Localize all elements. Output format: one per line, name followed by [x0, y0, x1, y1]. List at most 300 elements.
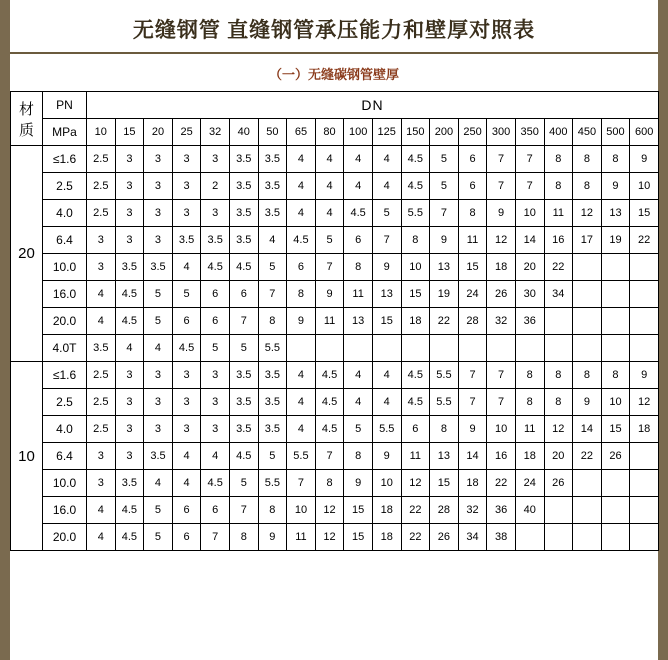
thickness-cell: 3.5: [258, 200, 287, 227]
table-row: [11, 497, 659, 524]
table-row: [11, 308, 659, 335]
thickness-cell: 4.5: [172, 335, 201, 362]
thickness-cell: [573, 335, 602, 362]
thickness-cell: 14: [573, 416, 602, 443]
thickness-cell: 3.5: [172, 227, 201, 254]
thickness-cell: 40: [515, 497, 544, 524]
thickness-cell: 13: [372, 281, 401, 308]
thickness-cell: 22: [487, 470, 516, 497]
thickness-cell: 4.5: [344, 200, 373, 227]
thickness-cell: 9: [573, 389, 602, 416]
header-dn-column: 100: [344, 119, 373, 146]
document-inner: [10, 0, 658, 660]
thickness-cell: 7: [487, 146, 516, 173]
thickness-cell: 5: [229, 335, 258, 362]
thickness-cell: [487, 335, 516, 362]
thickness-cell: 9: [487, 200, 516, 227]
thickness-cell: 9: [601, 173, 630, 200]
thickness-cell: 11: [458, 227, 487, 254]
table-row: [11, 281, 659, 308]
thickness-cell: 3: [87, 254, 116, 281]
thickness-cell: 3: [172, 146, 201, 173]
thickness-cell: 3: [144, 227, 173, 254]
table-row: [11, 173, 659, 200]
header-dn-column: 450: [573, 119, 602, 146]
thickness-cell: 8: [258, 308, 287, 335]
thickness-cell: 15: [430, 470, 459, 497]
thickness-cell: 4: [372, 389, 401, 416]
thickness-cell: 12: [573, 200, 602, 227]
thickness-cell: 19: [601, 227, 630, 254]
thickness-cell: 7: [458, 389, 487, 416]
thickness-cell: [544, 497, 573, 524]
thickness-cell: 26: [430, 524, 459, 551]
table-row: [11, 470, 659, 497]
thickness-cell: 10: [401, 254, 430, 281]
table-row: [11, 362, 659, 389]
thickness-cell: 2: [201, 173, 230, 200]
thickness-cell: 4: [287, 389, 316, 416]
header-material-cell: [11, 92, 43, 146]
thickness-cell: 4: [87, 281, 116, 308]
pn-cell: 16.0: [43, 281, 87, 308]
header-dn-column: 32: [201, 119, 230, 146]
thickness-cell: 4.5: [401, 146, 430, 173]
header-dn-column: 15: [115, 119, 144, 146]
thickness-cell: 18: [372, 497, 401, 524]
thickness-cell: 8: [544, 389, 573, 416]
thickness-cell: 4: [87, 524, 116, 551]
thickness-cell: 7: [315, 254, 344, 281]
thickness-cell: 3: [115, 443, 144, 470]
thickness-cell: 4.5: [401, 389, 430, 416]
header-dn-column: 25: [172, 119, 201, 146]
thickness-cell: 3: [115, 227, 144, 254]
thickness-cell: 6: [201, 308, 230, 335]
thickness-cell: 4: [344, 362, 373, 389]
thickness-cell: 5: [258, 254, 287, 281]
thickness-cell: 4.5: [201, 470, 230, 497]
thickness-cell: 38: [487, 524, 516, 551]
thickness-cell: 4: [172, 443, 201, 470]
thickness-cell: 3: [144, 416, 173, 443]
thickness-cell: 18: [515, 443, 544, 470]
thickness-cell: 34: [544, 281, 573, 308]
thickness-cell: 9: [372, 254, 401, 281]
thickness-cell: 14: [458, 443, 487, 470]
thickness-cell: 3: [144, 146, 173, 173]
thickness-cell: 2.5: [87, 389, 116, 416]
thickness-cell: [630, 443, 659, 470]
thickness-cell: 4: [287, 200, 316, 227]
thickness-cell: [630, 335, 659, 362]
thickness-cell: 4.5: [115, 281, 144, 308]
thickness-cell: 5.5: [372, 416, 401, 443]
header-dn-column: 10: [87, 119, 116, 146]
thickness-cell: [601, 497, 630, 524]
thickness-cell: 24: [515, 470, 544, 497]
thickness-cell: 7: [315, 443, 344, 470]
thickness-cell: 11: [401, 443, 430, 470]
pn-cell: 10.0: [43, 470, 87, 497]
thickness-cell: 3.5: [144, 443, 173, 470]
thickness-cell: 6: [201, 281, 230, 308]
thickness-cell: 22: [544, 254, 573, 281]
thickness-cell: 6: [458, 146, 487, 173]
thickness-cell: 13: [601, 200, 630, 227]
thickness-cell: 3: [201, 200, 230, 227]
thickness-cell: 5.5: [430, 362, 459, 389]
pn-cell: 2.5: [43, 389, 87, 416]
thickness-cell: 4.5: [315, 389, 344, 416]
thickness-cell: 6: [401, 416, 430, 443]
thickness-cell: 4.5: [315, 416, 344, 443]
title-divider: [10, 52, 658, 54]
thickness-cell: 16: [544, 227, 573, 254]
thickness-cell: 9: [430, 227, 459, 254]
thickness-cell: [573, 308, 602, 335]
thickness-cell: 9: [630, 146, 659, 173]
pn-cell: 4.0T: [43, 335, 87, 362]
thickness-cell: 11: [544, 200, 573, 227]
thickness-cell: 11: [315, 308, 344, 335]
table-header: [11, 92, 659, 146]
thickness-cell: 4: [144, 470, 173, 497]
thickness-cell: 8: [344, 443, 373, 470]
thickness-cell: 26: [601, 443, 630, 470]
thickness-cell: 3.5: [115, 470, 144, 497]
thickness-cell: 4: [315, 173, 344, 200]
thickness-cell: 14: [515, 227, 544, 254]
thickness-cell: 18: [630, 416, 659, 443]
thickness-cell: 6: [172, 524, 201, 551]
table-row: [11, 335, 659, 362]
thickness-cell: 3.5: [258, 416, 287, 443]
thickness-cell: 2.5: [87, 146, 116, 173]
thickness-cell: 7: [515, 146, 544, 173]
table-header-row-2: [11, 119, 659, 146]
table-row: [11, 443, 659, 470]
thickness-cell: [601, 470, 630, 497]
page-subtitle: （一）无缝碳钢管壁厚: [268, 67, 399, 82]
thickness-cell: 4.5: [401, 362, 430, 389]
thickness-cell: 7: [201, 524, 230, 551]
thickness-cell: 15: [458, 254, 487, 281]
table-row: [11, 254, 659, 281]
thickness-cell: 7: [487, 173, 516, 200]
thickness-cell: 3.5: [229, 389, 258, 416]
thickness-cell: 3.5: [229, 362, 258, 389]
thickness-cell: [344, 335, 373, 362]
thickness-cell: 8: [430, 416, 459, 443]
table-row: [11, 416, 659, 443]
table-body: [11, 146, 659, 551]
thickness-cell: 8: [344, 254, 373, 281]
thickness-cell: [430, 335, 459, 362]
thickness-cell: 7: [372, 227, 401, 254]
thickness-cell: 5.5: [258, 470, 287, 497]
thickness-cell: 4: [372, 146, 401, 173]
pn-cell: 2.5: [43, 173, 87, 200]
thickness-cell: 8: [287, 281, 316, 308]
thickness-cell: 4: [172, 470, 201, 497]
thickness-cell: [573, 470, 602, 497]
thickness-cell: 4.5: [229, 254, 258, 281]
thickness-cell: 4.5: [201, 254, 230, 281]
thickness-cell: [601, 335, 630, 362]
thickness-cell: 18: [458, 470, 487, 497]
pn-cell: 6.4: [43, 443, 87, 470]
thickness-cell: 3: [201, 389, 230, 416]
thickness-cell: 10: [287, 497, 316, 524]
thickness-cell: [601, 281, 630, 308]
thickness-cell: 5: [315, 227, 344, 254]
thickness-cell: 4: [315, 200, 344, 227]
thickness-cell: 4: [258, 227, 287, 254]
thickness-cell: 2.5: [87, 200, 116, 227]
thickness-cell: 7: [458, 362, 487, 389]
thickness-cell: 19: [430, 281, 459, 308]
thickness-cell: 3: [201, 416, 230, 443]
thickness-cell: 3: [115, 146, 144, 173]
thickness-cell: 16: [487, 443, 516, 470]
thickness-cell: 22: [430, 308, 459, 335]
thickness-cell: 20: [544, 443, 573, 470]
thickness-cell: 8: [601, 362, 630, 389]
thickness-cell: 10: [515, 200, 544, 227]
pn-cell: 10.0: [43, 254, 87, 281]
thickness-cell: 7: [515, 173, 544, 200]
header-pn-label: PN: [43, 92, 87, 119]
thickness-cell: 8: [401, 227, 430, 254]
thickness-cell: 4.5: [115, 524, 144, 551]
thickness-cell: 3: [87, 443, 116, 470]
thickness-cell: [515, 524, 544, 551]
thickness-cell: 8: [544, 146, 573, 173]
header-dn-column: 40: [229, 119, 258, 146]
thickness-cell: 3.5: [258, 173, 287, 200]
thickness-cell: 3.5: [87, 335, 116, 362]
thickness-cell: [601, 254, 630, 281]
thickness-cell: 3: [144, 389, 173, 416]
thickness-cell: 8: [544, 173, 573, 200]
thickness-cell: 15: [401, 281, 430, 308]
thickness-cell: [630, 254, 659, 281]
thickness-cell: 4: [144, 335, 173, 362]
pn-cell: 4.0: [43, 416, 87, 443]
thickness-cell: [315, 335, 344, 362]
thickness-cell: 3: [115, 173, 144, 200]
thickness-cell: [544, 308, 573, 335]
thickness-cell: 8: [515, 389, 544, 416]
thickness-cell: 9: [287, 308, 316, 335]
header-dn-column: 500: [601, 119, 630, 146]
thickness-cell: [573, 524, 602, 551]
table-header-row-1: [11, 92, 659, 119]
thickness-cell: 4: [315, 146, 344, 173]
header-material-line2: 质: [18, 121, 34, 139]
table-row: [11, 146, 659, 173]
header-pn-unit: MPa: [43, 119, 87, 146]
thickness-cell: 5.5: [287, 443, 316, 470]
thickness-cell: 5: [430, 146, 459, 173]
thickness-cell: 8: [544, 362, 573, 389]
material-cell: 10: [11, 362, 43, 551]
thickness-cell: [544, 524, 573, 551]
pn-cell: ≤1.6: [43, 362, 87, 389]
thickness-cell: 32: [487, 308, 516, 335]
table-row: [11, 200, 659, 227]
pn-cell: 4.0: [43, 200, 87, 227]
thickness-cell: 11: [344, 281, 373, 308]
thickness-cell: 3: [144, 362, 173, 389]
thickness-cell: 3: [172, 173, 201, 200]
thickness-cell: 7: [229, 497, 258, 524]
thickness-cell: 4: [344, 173, 373, 200]
thickness-cell: 7: [229, 308, 258, 335]
header-material-line1: 材: [18, 100, 34, 118]
thickness-cell: 36: [515, 308, 544, 335]
thickness-cell: 8: [573, 173, 602, 200]
thickness-cell: 6: [229, 281, 258, 308]
thickness-cell: 7: [487, 389, 516, 416]
thickness-cell: 3: [201, 146, 230, 173]
thickness-cell: 7: [258, 281, 287, 308]
thickness-cell: 4: [372, 173, 401, 200]
thickness-cell: 5: [229, 470, 258, 497]
thickness-cell: 10: [601, 389, 630, 416]
thickness-cell: 4: [87, 497, 116, 524]
thickness-cell: 5: [144, 497, 173, 524]
thickness-cell: 2.5: [87, 416, 116, 443]
thickness-cell: 8: [573, 146, 602, 173]
thickness-cell: 6: [172, 497, 201, 524]
thickness-cell: 3.5: [229, 200, 258, 227]
thickness-cell: 26: [487, 281, 516, 308]
thickness-cell: 4: [344, 389, 373, 416]
thickness-cell: [630, 281, 659, 308]
material-cell: 20: [11, 146, 43, 362]
header-dn-column: 200: [430, 119, 459, 146]
thickness-cell: [601, 308, 630, 335]
thickness-cell: [601, 524, 630, 551]
thickness-cell: 5: [201, 335, 230, 362]
header-dn-column: 300: [487, 119, 516, 146]
thickness-cell: 4: [287, 416, 316, 443]
thickness-cell: 3: [115, 416, 144, 443]
thickness-cell: 9: [315, 281, 344, 308]
thickness-cell: 3.5: [201, 227, 230, 254]
thickness-cell: 12: [315, 524, 344, 551]
thickness-cell: 5: [258, 443, 287, 470]
thickness-cell: 3: [172, 200, 201, 227]
thickness-cell: 22: [573, 443, 602, 470]
thickness-cell: 13: [344, 308, 373, 335]
thickness-cell: [630, 308, 659, 335]
thickness-cell: 26: [544, 470, 573, 497]
thickness-cell: 4: [87, 308, 116, 335]
table-row: [11, 227, 659, 254]
thickness-cell: 2.5: [87, 173, 116, 200]
thickness-cell: 3: [115, 389, 144, 416]
header-dn-column: 80: [315, 119, 344, 146]
thickness-cell: 4: [372, 362, 401, 389]
thickness-cell: 4: [344, 146, 373, 173]
thickness-cell: 3: [115, 200, 144, 227]
thickness-cell: 5: [430, 173, 459, 200]
thickness-cell: 34: [458, 524, 487, 551]
thickness-cell: [573, 497, 602, 524]
thickness-cell: [401, 335, 430, 362]
thickness-cell: 3: [115, 362, 144, 389]
thickness-cell: 3: [144, 173, 173, 200]
thickness-cell: 9: [258, 524, 287, 551]
pn-cell: 6.4: [43, 227, 87, 254]
thickness-cell: 3.5: [258, 146, 287, 173]
thickness-cell: 9: [458, 416, 487, 443]
thickness-cell: 10: [487, 416, 516, 443]
thickness-cell: 6: [172, 308, 201, 335]
thickness-cell: 3: [87, 470, 116, 497]
thickness-cell: 5.5: [258, 335, 287, 362]
thickness-cell: 32: [458, 497, 487, 524]
header-dn-column: 600: [630, 119, 659, 146]
thickness-cell: 24: [458, 281, 487, 308]
thickness-cell: 22: [630, 227, 659, 254]
thickness-cell: 3.5: [229, 227, 258, 254]
thickness-cell: 3.5: [229, 173, 258, 200]
thickness-cell: 4.5: [401, 173, 430, 200]
thickness-cell: 6: [344, 227, 373, 254]
header-dn-label: DN: [87, 92, 659, 119]
thickness-cell: 12: [401, 470, 430, 497]
header-dn-column: 65: [287, 119, 316, 146]
thickness-cell: 11: [515, 416, 544, 443]
thickness-cell: 8: [315, 470, 344, 497]
thickness-cell: 2.5: [87, 362, 116, 389]
thickness-cell: 5: [144, 308, 173, 335]
thickness-cell: 5: [144, 281, 173, 308]
thickness-cell: 15: [372, 308, 401, 335]
thickness-cell: 6: [287, 254, 316, 281]
thickness-cell: 5.5: [401, 200, 430, 227]
thickness-cell: 3.5: [258, 362, 287, 389]
thickness-cell: 7: [430, 200, 459, 227]
table-row: [11, 524, 659, 551]
thickness-cell: 8: [458, 200, 487, 227]
thickness-cell: 4.5: [287, 227, 316, 254]
header-dn-column: 350: [515, 119, 544, 146]
thickness-cell: 4: [287, 362, 316, 389]
thickness-cell: 4: [115, 335, 144, 362]
page-title: 无缝钢管 直缝钢管承压能力和壁厚对照表: [132, 18, 536, 42]
thickness-cell: 15: [344, 524, 373, 551]
pn-cell: ≤1.6: [43, 146, 87, 173]
thickness-cell: 4.5: [315, 362, 344, 389]
pn-cell: 20.0: [43, 524, 87, 551]
thickness-cell: 12: [315, 497, 344, 524]
thickness-cell: 3.5: [229, 416, 258, 443]
header-dn-column: 125: [372, 119, 401, 146]
thickness-cell: 4.5: [115, 308, 144, 335]
thickness-cell: 5.5: [430, 389, 459, 416]
thickness-cell: 3.5: [144, 254, 173, 281]
thickness-cell: 6: [201, 497, 230, 524]
header-dn-column: 20: [144, 119, 173, 146]
thickness-cell: 4: [201, 443, 230, 470]
thickness-cell: 30: [515, 281, 544, 308]
thickness-cell: 9: [630, 362, 659, 389]
